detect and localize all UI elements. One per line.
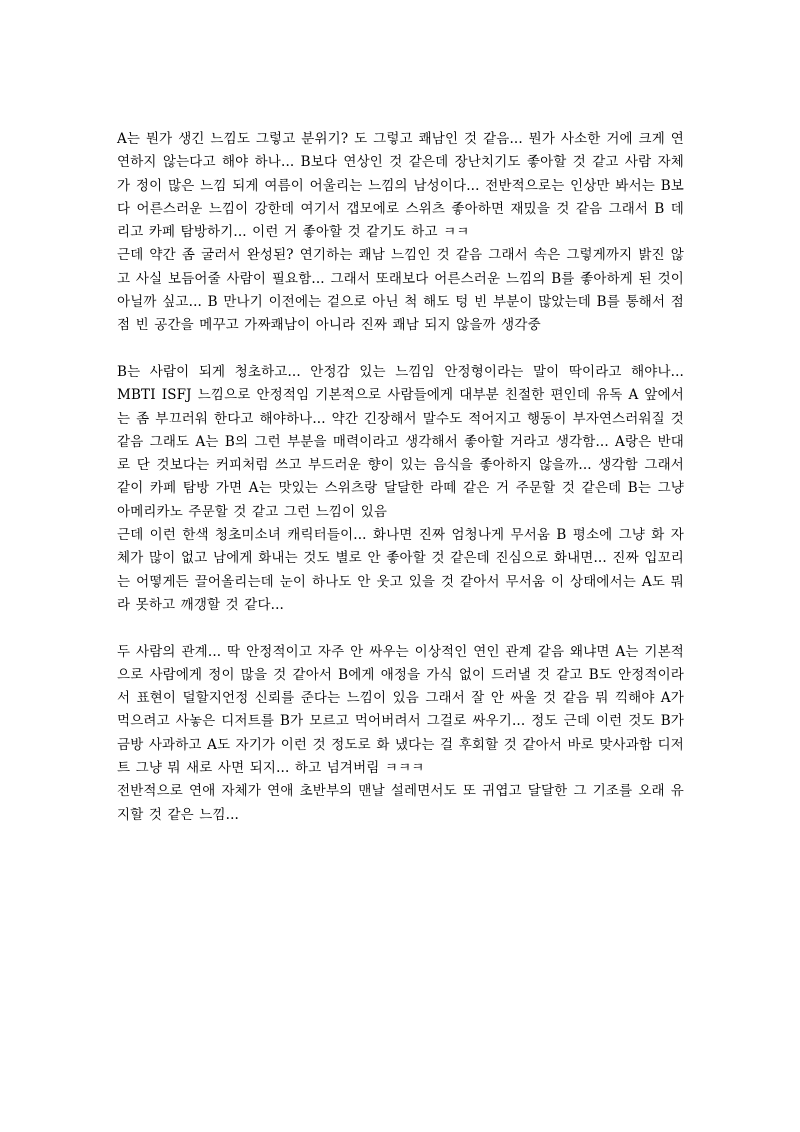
paragraph-a-1: A는 뭔가 생긴 느낌도 그렇고 분위기? 도 그렇고 쾌남인 것 같음... 뭔가 사소한 거에 크게 연연하지 않는다고 해야 하나... B보다 연상인 것 같은데 장난치기도 좋아할 것 같고 사람 자체가 정이 많은 느낌 되게 여름이 어울리는 느낌의 남성이다... 전반적으로는 인상만 봐서는 B보다 어른스러운 느낌이 강한데 여기서 갭모에로 스위츠 좋아하면 재밌을 것 같음 그래서 B 데리고 카페 탐방하기... 이런 거 좋아할 것 같기도 하고 ㅋㅋ [117, 131, 684, 241]
paragraph-gap [117, 617, 684, 640]
paragraph-b-2: 근데 이런 한색 청초미소녀 캐릭터들이... 화나면 진짜 엄청나게 무서움 B 평소에 그냥 화 자체가 많이 없고 남에게 화내는 것도 별로 안 좋아할 것 같은데 진심으로 화내면... 진짜 입꼬리는 어떻게든 끌어올리는데 눈이 하나도 안 웃고 있을 것 같아서 무서움 이 상태에서는 A도 뭐라 못하고 깨갱할 것 같다... [117, 527, 684, 613]
paragraph-gap [117, 338, 684, 361]
paragraph-c-2: 전반적으로 연애 자체가 연애 초반부의 맨날 설레면서도 또 귀엽고 달달한 그 기조를 오래 유지할 것 같은 느낌... [117, 783, 684, 823]
paragraph-b-1: B는 사람이 되게 청초하고... 안정감 있는 느낌임 안정형이라는 말이 딱이라고 해야나... MBTI ISFJ 느낌으로 안정적임 기본적으로 사람들에게 대부분 친절한 편인데 유독 A 앞에서는 좀 부끄러워 한다고 해야하나... 약간 긴장해서 말수도 적어지고 행동이 부자연스러워질 것 같음 그래도 A는 B의 그런 부분을 매력이라고 생각해서 좋아할 거라고 생각함... A랑은 반대로 단 것보다는 커피처럼 쓰고 부드러운 향이 있는 음식을 좋아하지 않을까... 생각함 그래서 같이 카페 탐방 가면 A는 맛있는 스위츠랑 달달한 라떼 같은 거 주문할 것 같은데 B는 그냥 아메리카노 주문할 것 같고 그런 느낌이 있음 [117, 363, 684, 520]
paragraph-a-2: 근데 약간 좀 굴러서 완성된? 연기하는 쾌남 느낌인 것 같음 그래서 속은 그렇게까지 밝진 않고 사실 보듬어줄 사람이 필요함... 그래서 또래보다 어른스러운 느낌의 B를 좋아하게 된 것이 아닐까 싶고... B 만나기 이전에는 겉으로 아닌 척 해도 텅 빈 부분이 많았는데 B를 통해서 점점 빈 공간을 메꾸고 가짜쾌남이 아니라 진짜 쾌남 되지 않을까 생각중 [117, 247, 684, 334]
paragraph-c-1: 두 사람의 관계... 딱 안정적이고 자주 안 싸우는 이상적인 연인 관계 같음 왜냐면 A는 기본적으로 사람에게 정이 많을 것 같아서 B에게 애정을 가식 없이 드러낼 것 같고 B도 안정적이라서 표현이 덜할지언정 신뢰를 준다는 느낌이 있음 그래서 잘 안 싸울 것 같음 뭐 끽해야 A가 먹으려고 사놓은 디저트를 B가 모르고 먹어버려서 그걸로 싸우기... 정도 근데 이런 것도 B가 금방 사과하고 A도 자기가 이런 것 정도로 화 냈다는 걸 후회할 것 같아서 바로 맞사과함 디저트 그냥 뭐 새로 사면 되지... 하고 넘겨버림 ㅋㅋㅋ [117, 643, 684, 777]
document-body [117, 128, 684, 827]
